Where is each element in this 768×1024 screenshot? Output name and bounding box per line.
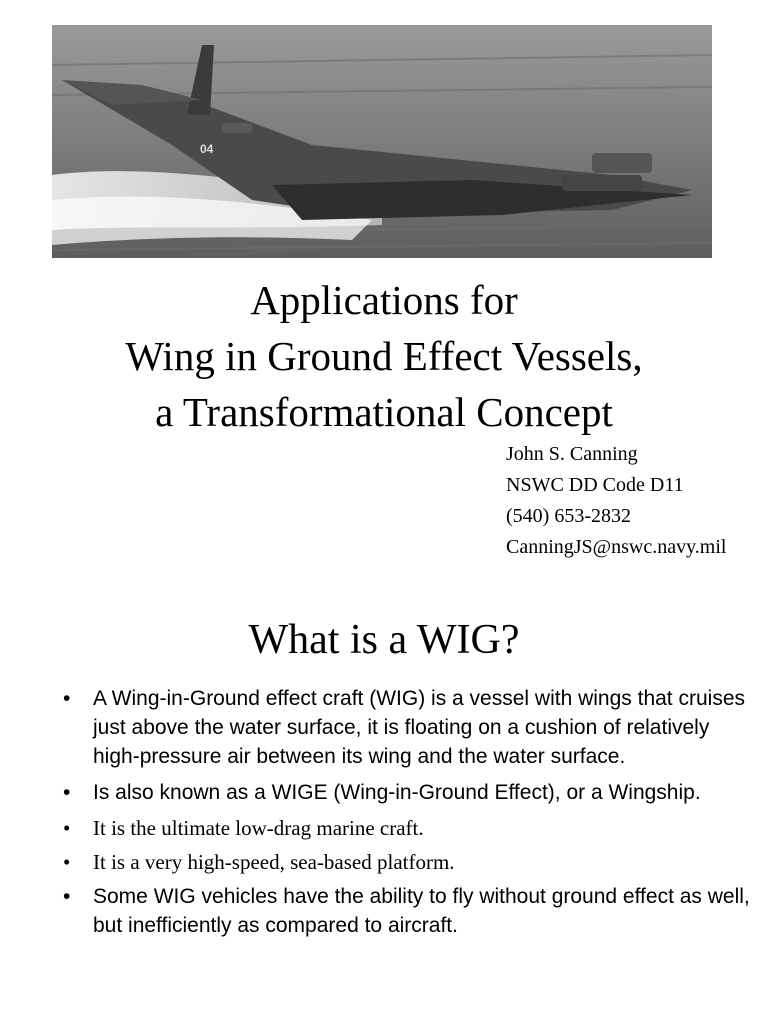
title-line-1: Applications for xyxy=(250,277,518,323)
title-line-3: a Transformational Concept xyxy=(155,389,613,435)
author-phone: (540) 653-2832 xyxy=(506,505,631,527)
svg-text:04: 04 xyxy=(200,142,214,156)
author-name: John S. Canning xyxy=(506,443,638,465)
list-item xyxy=(60,778,750,807)
author-email: CanningJS@nswc.navy.mil xyxy=(506,536,727,558)
author-org: NSWC DD Code D11 xyxy=(506,474,684,496)
bullet-icon: • xyxy=(63,816,71,840)
page-title xyxy=(0,272,768,440)
title-line-2: Wing in Ground Effect Vessels, xyxy=(125,333,643,379)
list-item xyxy=(60,814,750,843)
bullet-text: It is the ultimate low-drag marine craft. xyxy=(93,816,424,840)
bullet-icon: • xyxy=(63,687,71,710)
wig-aircraft-photo xyxy=(52,25,712,258)
bullet-icon: • xyxy=(63,781,71,804)
bullet-list xyxy=(60,684,750,947)
bullet-text: It is a very high-speed, sea-based platform. xyxy=(93,850,455,874)
wig-aircraft-photo-icon xyxy=(52,25,712,258)
bullet-text: Some WIG vehicles have the ability to fly without ground effect as well, but inefficiently as compared to aircraft. xyxy=(93,885,750,937)
bullet-text: A Wing-in-Ground effect craft (WIG) is a vessel with wings that cruises just above the water surface, it is floating on a cushion of relatively high-pressure air between its wing and the water surface. xyxy=(93,687,745,768)
list-item xyxy=(60,684,750,771)
list-item xyxy=(60,882,750,940)
bullet-text: Is also known as a WIGE (Wing-in-Ground Effect), or a Wingship. xyxy=(93,781,701,804)
author-block xyxy=(506,439,726,563)
section-title: What is a WIG? xyxy=(248,617,520,663)
list-item xyxy=(60,848,750,877)
bullet-icon: • xyxy=(63,885,71,908)
bullet-icon: • xyxy=(63,850,71,874)
